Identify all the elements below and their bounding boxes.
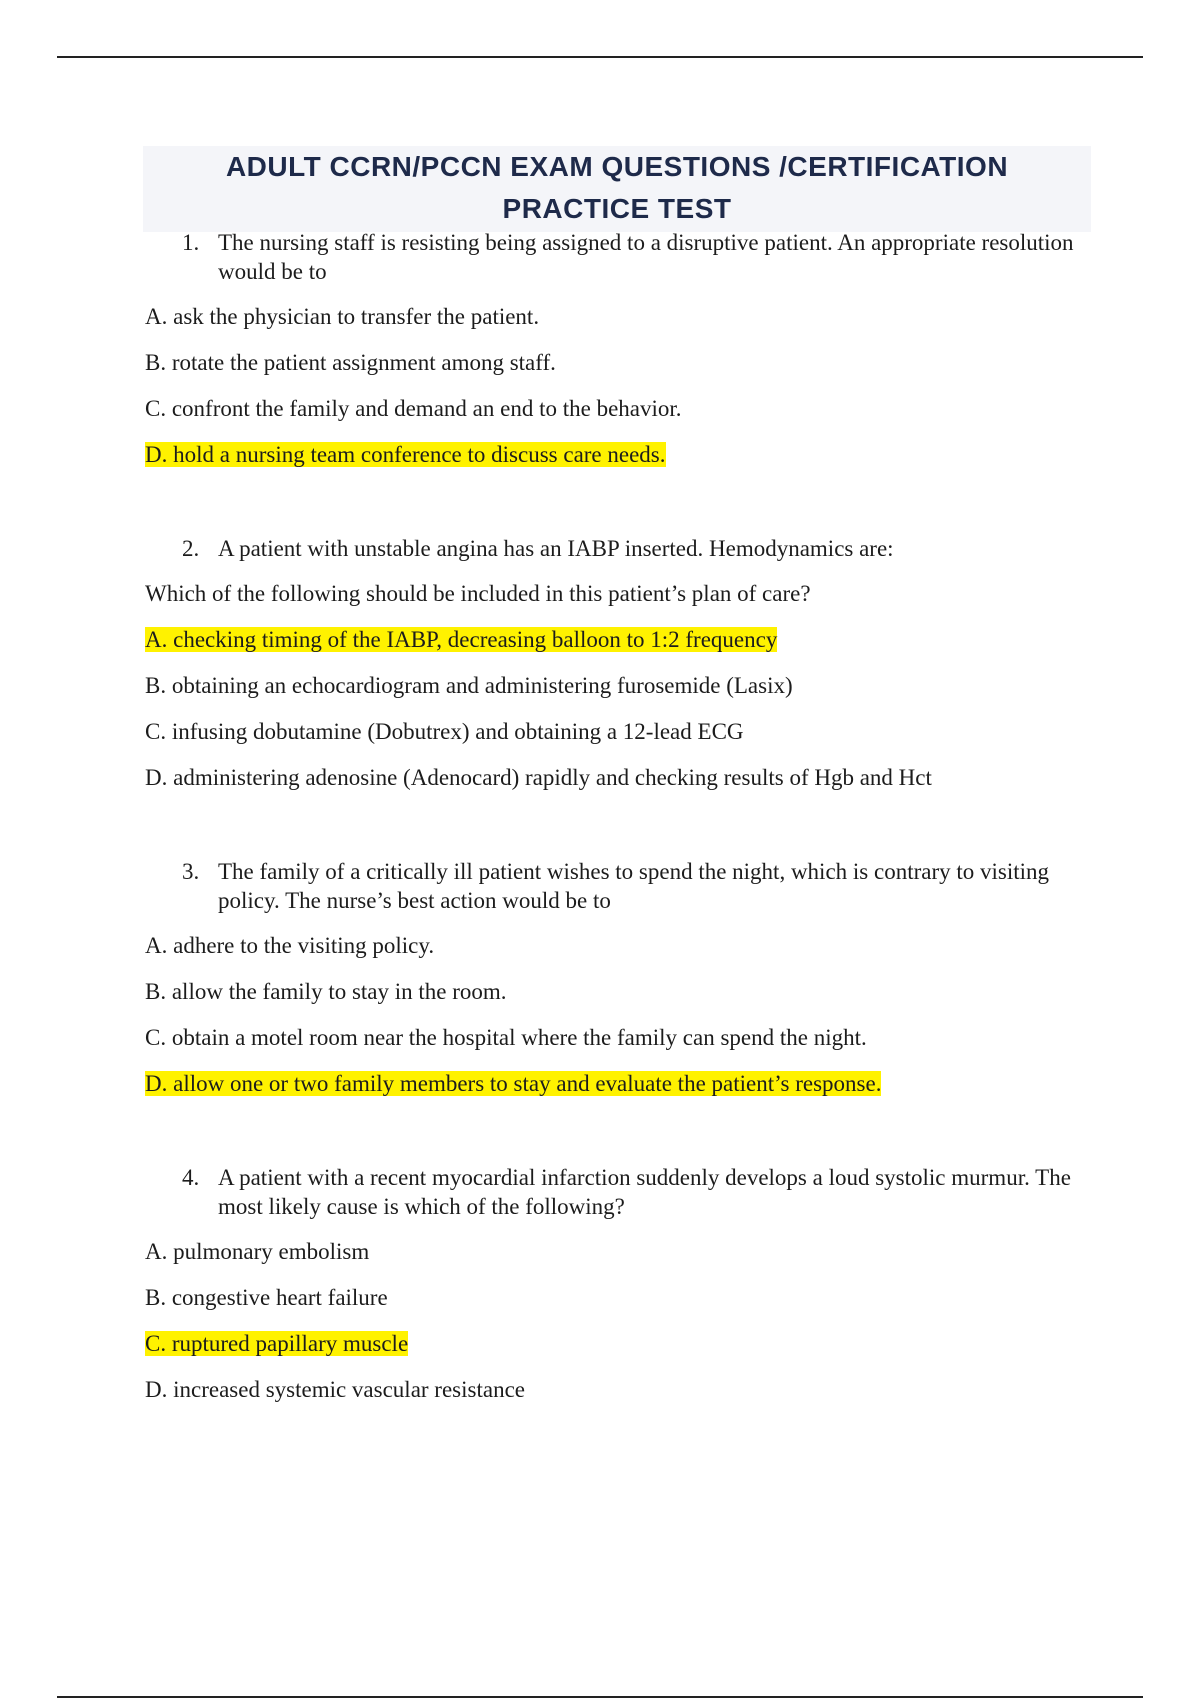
option-b: B. rotate the patient assignment among staff. [145,350,556,375]
question-list [145,228,1095,1421]
answer-highlight: D. allow one or two family members to stay and evaluate the patient’s response. [145,1071,882,1096]
question-text: A patient with unstable angina has an IABP inserted. Hemodynamics are: [218,536,894,561]
question-number: 1. [182,230,200,255]
question-number: 3. [182,859,200,884]
answer-highlight: C. ruptured papillary muscle [145,1331,409,1356]
question-text: A patient with a recent myocardial infarction suddenly develops a loud systolic murmur. The most likely cause is which of the following? [218,1165,1071,1219]
option-c: C. infusing dobutamine (Dobutrex) and obtaining a 12-lead ECG [145,719,744,744]
option-d: D. increased systemic vascular resistance [145,1377,525,1402]
question-text: The nursing staff is resisting being assigned to a disruptive patient. An appropriate resolution would be to [218,230,1074,284]
option-b: B. allow the family to stay in the room. [145,979,507,1004]
header-rule [57,56,1143,58]
option-d-answer [145,1069,1095,1098]
answer-highlight: A. checking timing of the IABP, decreasing balloon to 1:2 frequency [145,627,778,652]
question-1 [145,228,1095,286]
option-d: D. administering adenosine (Adenocard) rapidly and checking results of Hgb and Hct [145,765,932,790]
answer-highlight: D. hold a nursing team conference to discuss care needs. [145,442,666,467]
option-a-answer [145,625,1095,654]
footer-rule [57,1696,1143,1698]
question-text: The family of a critically ill patient wishes to spend the night, which is contrary to visiting policy. The nurse’s best action would be to [218,859,1050,913]
title-line-1: ADULT CCRN/PCCN EXAM QUESTIONS /CERTIFICATION [225,151,1009,182]
question-number: 4. [182,1165,200,1190]
document-title [143,146,1091,232]
question-4 [145,1163,1095,1221]
option-c: C. confront the family and demand an end to the behavior. [145,396,682,421]
option-c: C. obtain a motel room near the hospital where the family can spend the night. [145,1025,867,1050]
option-c-answer [145,1329,1095,1358]
option-d-answer [145,440,1095,469]
option-b: B. congestive heart failure [145,1285,388,1310]
question-2 [145,534,1095,563]
option-a: A. adhere to the visiting policy. [145,933,435,958]
option-a: A. ask the physician to transfer the patient. [145,304,540,329]
question-stem: Which of the following should be included in this patient’s plan of care? [145,581,811,606]
question-number: 2. [182,536,200,561]
title-line-2: PRACTICE TEST [502,193,732,224]
option-a: A. pulmonary embolism [145,1239,370,1264]
question-3 [145,857,1095,915]
option-b: B. obtaining an echocardiogram and administering furosemide (Lasix) [145,673,793,698]
